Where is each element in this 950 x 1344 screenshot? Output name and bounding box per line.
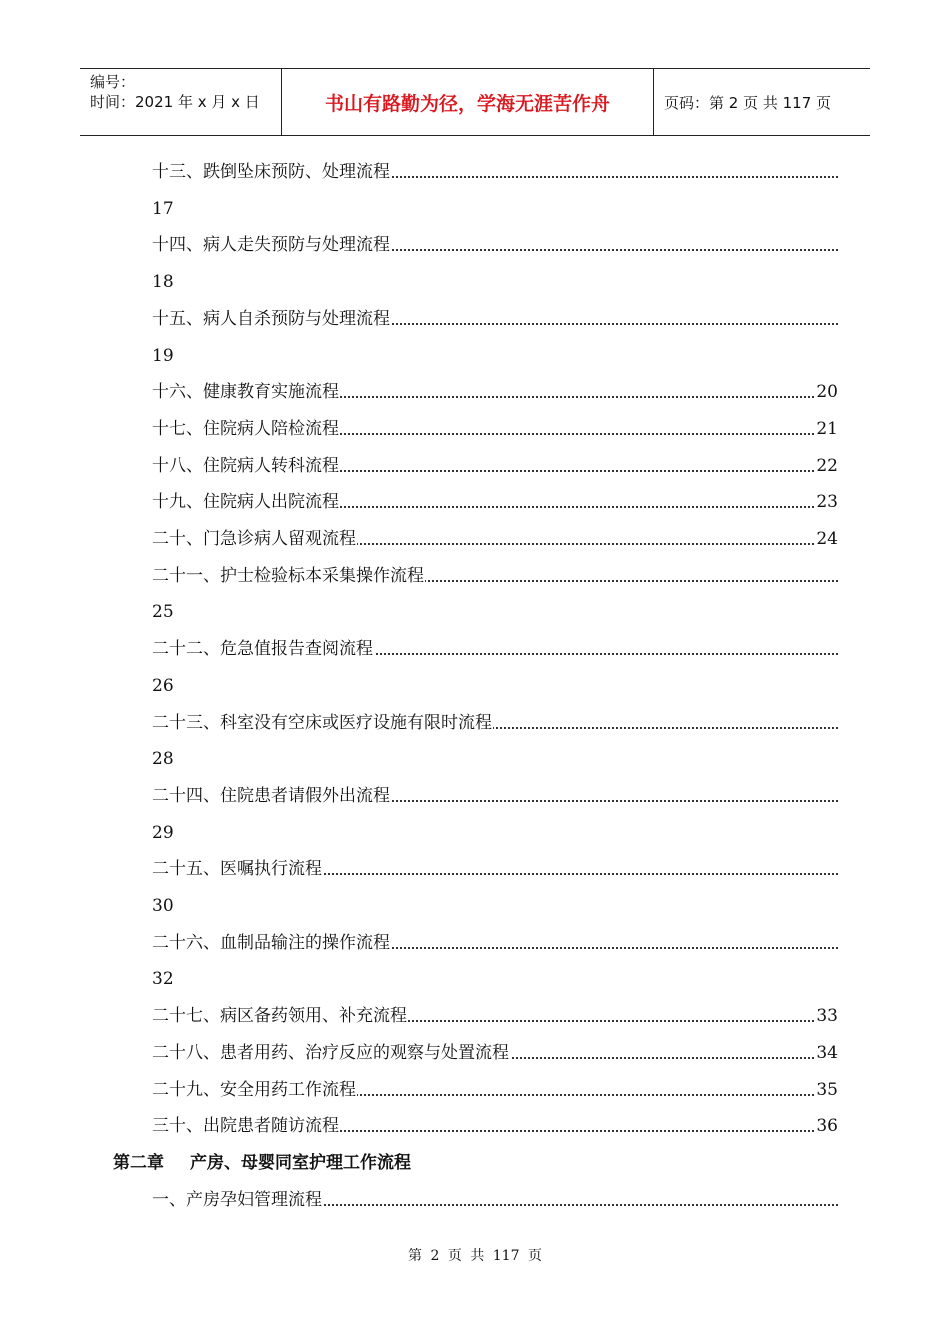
toc-entry-label: 二十二、危急值报告查阅流程: [152, 639, 373, 660]
toc-entry[interactable]: [152, 1005, 838, 1027]
toc-entry-label: 二十三、科室没有空床或医疗设施有限时流程: [152, 712, 492, 733]
toc-page-number: 18: [152, 272, 174, 293]
toc-page-number: 30: [152, 896, 174, 916]
header-meta: [90, 72, 260, 112]
toc-entry-label: 二十、门急诊病人留观流程: [152, 529, 356, 549]
toc-page-number: 36: [816, 1116, 838, 1137]
toc-entry-label: 十七、住院病人陪检流程: [152, 418, 339, 439]
toc-page-number: 20: [816, 382, 838, 403]
footer-text: 共: [470, 1248, 485, 1264]
toc-entry-label: 十五、病人自杀预防与处理流程: [152, 308, 390, 329]
toc-page-number: 24: [816, 529, 838, 549]
toc-entry[interactable]: [152, 455, 838, 477]
toc-page-number: 35: [816, 1079, 838, 1100]
number-label: 编号：: [90, 73, 136, 91]
toc-entry-label: 十六、健康教育实施流程: [152, 382, 339, 403]
toc-entry-label: 二十五、医嘱执行流程: [152, 859, 322, 880]
toc-page-number: 34: [816, 1042, 838, 1063]
toc-page-number: 32: [152, 969, 174, 990]
toc-page-number: 29: [152, 822, 174, 843]
footer-text: 页: [447, 1248, 462, 1264]
toc-entry[interactable]: [152, 161, 838, 183]
toc-entry-label: 二十八、患者用药、治疗反应的观察与处置流程: [152, 1042, 509, 1063]
footer-total-pages: 117: [492, 1248, 520, 1264]
toc-entry-label: 一、产房孕妇管理流程: [152, 1189, 322, 1210]
toc-entry-label: 二十六、血制品输注的操作流程: [152, 932, 390, 953]
chapter-heading: [113, 1152, 411, 1174]
toc-entry[interactable]: [152, 712, 838, 734]
header-page-info: 页码：第 2 页 共 117 页: [664, 94, 832, 112]
toc-entry[interactable]: [152, 528, 838, 550]
toc-entry-label: 十三、跌倒坠床预防、处理流程: [152, 162, 390, 182]
toc-entry[interactable]: [152, 565, 838, 587]
toc-entry-label: 十八、住院病人转科流程: [152, 455, 339, 476]
header-divider: [653, 68, 654, 136]
toc-entry[interactable]: [152, 234, 838, 256]
toc-entry-label: 十九、住院病人出院流程: [152, 492, 339, 513]
toc-page-number: 26: [152, 675, 174, 696]
footer-page-number: 2: [430, 1248, 440, 1264]
toc-page-number: 17: [152, 198, 174, 219]
toc-page-number: 19: [152, 345, 174, 366]
chapter-number: 第二章: [113, 1152, 164, 1173]
toc-page-number: 33: [816, 1006, 838, 1027]
toc-entry-label: 二十七、病区备药领用、补充流程: [152, 1006, 407, 1027]
date-label: 时间：2021 年 x 月 x 日: [90, 93, 260, 111]
toc-page-number: 23: [816, 492, 838, 513]
toc-entry[interactable]: [152, 638, 838, 660]
toc-entry[interactable]: [152, 1189, 838, 1211]
toc-entry[interactable]: [152, 1115, 838, 1137]
header-motto: 书山有路勤为径，学海无涯苦作舟: [324, 92, 610, 115]
footer-text: 页: [527, 1248, 542, 1264]
toc-entry[interactable]: [152, 932, 838, 954]
toc-entry-label: 二十四、住院患者请假外出流程: [152, 785, 390, 806]
toc-entry[interactable]: [152, 1079, 838, 1101]
toc-entry[interactable]: [152, 308, 838, 330]
chapter-title: 产房、母婴同室护理工作流程: [190, 1152, 411, 1173]
toc-entry-label: 二十九、安全用药工作流程: [152, 1079, 356, 1100]
toc-entry[interactable]: [152, 858, 838, 880]
toc-entry-label: 二十一、护士检验标本采集操作流程: [152, 565, 424, 586]
toc-page-number: 25: [152, 602, 174, 623]
toc-page-number: 22: [816, 455, 838, 476]
toc-entry[interactable]: [152, 491, 838, 513]
toc-entry[interactable]: [152, 1042, 838, 1064]
page-footer: [0, 1245, 950, 1265]
footer-text: 第: [408, 1248, 423, 1264]
toc-entry[interactable]: [152, 381, 838, 403]
toc-page-number: 28: [152, 749, 174, 770]
toc-entry-label: 十四、病人走失预防与处理流程: [152, 235, 390, 256]
toc-entry[interactable]: [152, 418, 838, 440]
page-header: [80, 68, 870, 136]
toc-page-number: 21: [816, 418, 838, 439]
toc-entry-label: 三十、出院患者随访流程: [152, 1116, 339, 1137]
toc-entry[interactable]: [152, 785, 838, 807]
